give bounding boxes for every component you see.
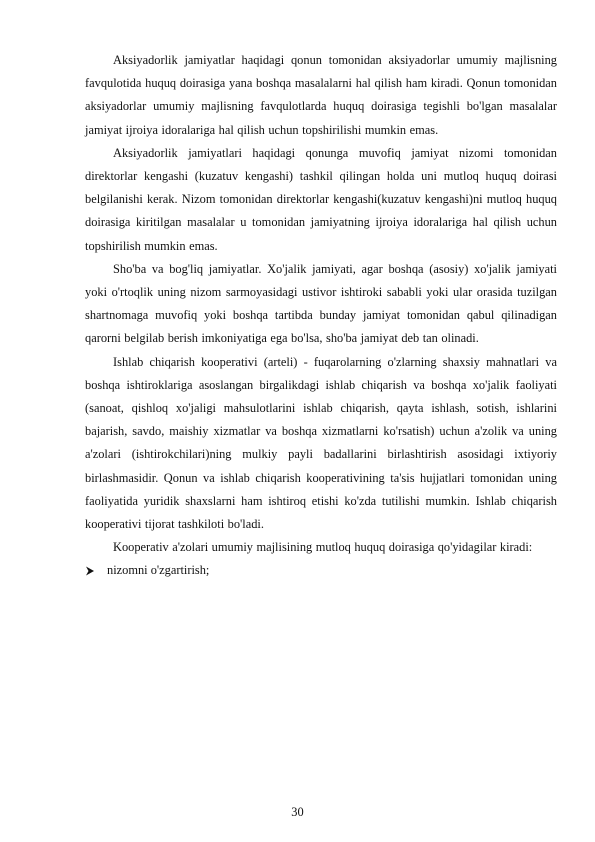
page-number: 30 <box>291 805 304 819</box>
bullet-item <box>85 559 557 582</box>
paragraph-3: Sho'ba va bog'liq jamiyatlar. Xo'jalik jamiyati, agar boshqa (asosiy) xo'jalik jamiyati yoki o'rtoqlik uning nizom sarmoyasidagi ustivor ishtiroki sababli yoki ular orasida tuzilgan shartnomaga muvofiq yoki boshqa tartibda bunday jamiyat tomonidan qabul qilinadigan qarorni belgilab berish imkoniyatiga ega bo'lsa, sho'ba jamiyat deb tan olinadi. <box>85 261 557 346</box>
paragraph-5: Kooperativ a'zolari umumiy majlisining mutloq huquq doirasiga qo'yidagilar kiradi: <box>113 540 533 555</box>
bullet-item-text: nizomni o'zgartirish; <box>107 563 210 578</box>
paragraph-4: Ishlab chiqarish kooperativi (arteli) - fuqarolarning o'zlarning shaxsiy mahnatlari va boshqa ishtiroklariga asoslangan birgalikdagi ishlab chiqarish va boshqa xo'jalik faoliyati (sanoat, qishloq xo'jaligi mahsulotlarini ishlab chiqarish, qayta ishlash, sotish, ishlarini bajarish, savdo, maishiy xizmatlar va boshqa xizmatlarni ko'rsatish) uchun a'zolik va uning a'zolari (ishtirokchilari)ning mulkiy payli badallarini birlashtirish asosidagi ixtiyoriy birlashmasidir. Qonun va ishlab chiqarish kooperativining ta'sis hujjatlari tomonidan uning faoliyatida yuridik shaxslarni ham ishtiroq etishi ko'zda tutilishi mumkin. Ishlab chiqarish kooperativi tijorat tashkiloti bo'ladi. <box>85 354 557 532</box>
document-page <box>85 49 557 583</box>
paragraph-1: Aksiyadorlik jamiyatlar haqidagi qonun tomonidan aksiyadorlar umumiy majlisning favqulotida huquq doirasiga yana boshqa masalalarni hal qilish ham kiradi. Qonun tomonidan aksiyadorlar umumiy majlisning favqulotlarda huquq doirasiga tegishli bo'lgan masalalar jamiyat ijroiya idoralariga hal qilish uchun topshirilishi mumkin emas. <box>85 53 557 137</box>
arrowhead-bullet-icon <box>85 559 107 582</box>
paragraph-2: Aksiyadorlik jamiyatlari haqidagi qonunga muvofiq jamiyat nizomi tomonidan direktorlar kengashi (kuzatuv kengashi) tashkil qilingan holda uni mutloq huquq doirasi belgilanishi kerak. Nizom tomonidan direktorlar kengashi(kuzatuv kengashi)ni mutloq huquq doirasiga kiritilgan masalalar u tomonidan jamiyatning ijroiya idoralariga hal qilish uchun topshirilish mumkin emas. <box>85 145 557 253</box>
